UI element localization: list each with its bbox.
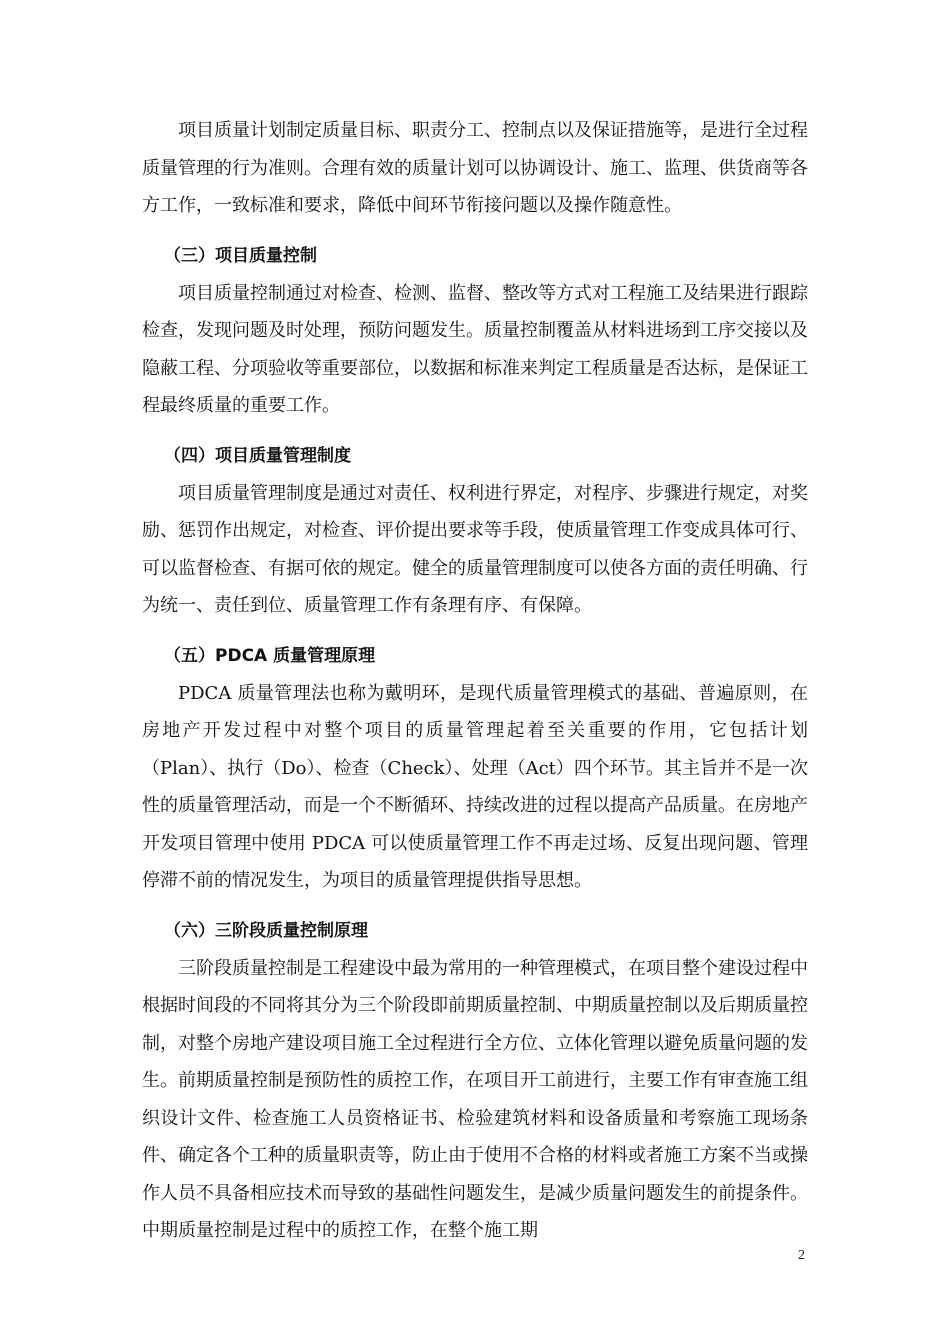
section-heading-management-system: （四）项目质量管理制度 — [164, 445, 351, 466]
paragraph-three-stage: 三阶段质量控制是工程建设中最为常用的一种管理模式，在项目整个建设过程中根据时间段的不同将其分为三个阶段即前期质量控制、中期质量控制以及后期质量控制，对整个房地产建设项目施工全过程进行全方位、立体化管理以避免质量问题的发生。前期质量控制是预防性的质控工作，在项目开工前进行，主要工作有审查施工组织设计文件、检查施工人员资格证书、检验建筑材料和设备质量和考察施工现场条件、确定各个工种的质量职责等，防止由于使用不合格的材料或者施工方案不当或操作人员不具备相应技术而导致的基础性问题发生，是减少质量问题发生的前提条件。中期质量控制是过程中的质控工作，在整个施工期 — [142, 957, 808, 1241]
section-heading-quality-control: （三）项目质量控制 — [164, 245, 317, 266]
paragraph-management-system: 项目质量管理制度是通过对责任、权利进行界定，对程序、步骤进行规定，对奖励、惩罚作出规定，对检查、评价提出要求等手段，使质量管理工作变成具体可行、可以监督检查、有据可依的规定。健全的质量管理制度可以使各方面的责任明确、行为统一、责任到位、质量管理工作有条理有序、有保障。 — [142, 482, 808, 616]
section-heading-pdca: （五）PDCA 质量管理原理 — [164, 645, 376, 666]
page-number: 2 — [798, 1248, 805, 1263]
paragraph-quality-control: 项目质量控制通过对检查、检测、监督、整改等方式对工程施工及结果进行跟踪检查，发现问题及时处理，预防问题发生。质量控制覆盖从材料进场到工序交接以及隐蔽工程、分项验收等重要部位，以数据和标准来判定工程质量是否达标，是保证工程最终质量的重要工作。 — [142, 282, 808, 416]
paragraph-quality-plan: 项目质量计划制定质量目标、职责分工、控制点以及保证措施等，是进行全过程质量管理的行为准则。合理有效的质量计划可以协调设计、施工、监理、供货商等各方工作，一致标准和要求，降低中间环节衔接问题以及操作随意性。 — [142, 120, 808, 216]
document-body — [142, 112, 808, 1250]
section-heading-three-stage: （六）三阶段质量控制原理 — [164, 920, 368, 941]
paragraph-pdca: PDCA 质量管理法也称为戴明环，是现代质量管理模式的基础、普遍原则，在房地产开发过程中对整个项目的质量管理起着至关重要的作用，它包括计划（Plan）、执行（Do）、检查（Check）、处理（Act）四个环节。其主旨并不是一次性的质量管理活动，而是一个不断循环、持续改进的过程以提高产品质量。在房地产开发项目管理中使用 PDCA 可以使质量管理工作不再走过场、反复出现问题、管理停滞不前的情况发生，为项目的质量管理提供指导思想。 — [142, 682, 808, 891]
